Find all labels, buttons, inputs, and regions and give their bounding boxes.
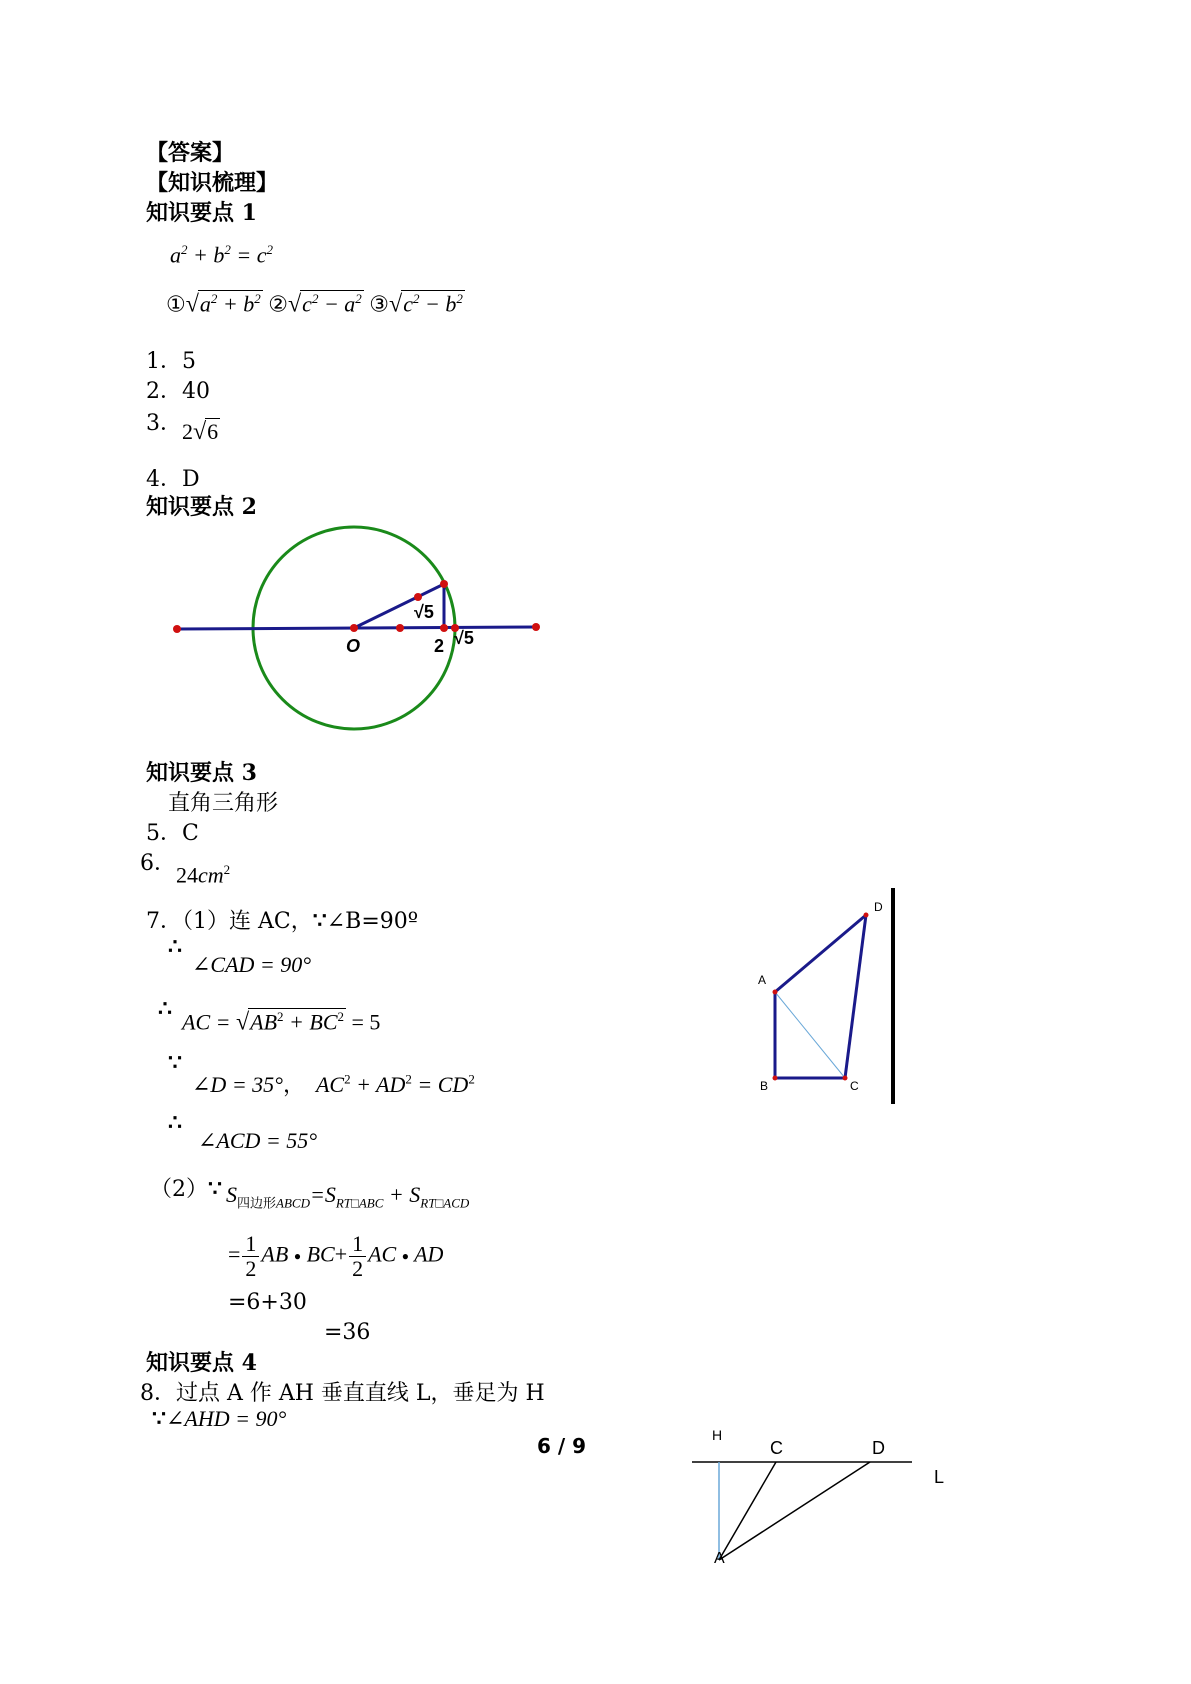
angle-acd: ∠ACD = 55° [198,1128,318,1153]
side-cd [845,915,866,1078]
label-d: D [874,900,883,914]
coefficient: 2 [182,419,193,444]
pythagorean-formula: $a^2 + b^2 = c^2$ [170,242,273,268]
q7-intro-text: 7．（1）连 AC， [146,909,313,934]
right-triangle-text: 直角三角形 [168,791,279,816]
point [396,624,404,632]
label-a: A [758,973,767,987]
point2-heading: 知识要点 2 [146,494,257,520]
answer-7-intro [146,904,418,935]
diagonal-ac [775,992,845,1078]
vertex-d [864,913,869,918]
angle-cad: ∠CAD = 90° [192,952,312,977]
vertex-b [773,1076,778,1081]
review-heading: 【知识梳理】 [146,170,279,196]
part2-text: （2） [150,1177,208,1202]
sqrt-sign: √ [288,291,302,318]
area-decomposition: $S_{四边形ABCD}=S_{RT□ABC} + S_{RT□ACD}$ [226,1182,470,1211]
answer-3-label: 3． [146,411,182,436]
vertex-c [843,1076,848,1081]
therefore-symbol: ∴ [168,934,182,960]
segment-ad [719,1462,870,1560]
point4-heading: 知识要点 4 [146,1350,257,1376]
because-symbol: ∵ [208,1176,222,1202]
label-sqrt5-line: √5 [454,628,474,648]
point-2 [440,624,448,632]
angle-ahd [152,1406,286,1432]
label-2: 2 [434,636,445,656]
sqrt-sign: √ [185,291,199,318]
point [414,593,422,601]
radicand: 6 [207,419,219,444]
label-c: C [850,1079,859,1093]
sqrt-sign: √ [389,291,403,318]
comma: ， [282,1072,305,1097]
because-symbol: ∵ [168,1050,182,1076]
point [173,625,181,633]
label-l: L [934,1467,945,1487]
point3-heading: 知识要点 3 [146,760,257,786]
label-c: C [770,1438,783,1458]
area-formula: = $\frac{1}{2}$ AB ● BC+ $\frac{1}{2}$ AC ● AD [228,1231,444,1281]
answer-3-value: 2√6 [182,419,219,445]
page-number: 6 / 9 [537,1434,587,1458]
circled-1: ① [166,291,186,317]
answer-5: 5．C [146,821,199,846]
ac-rhs: = 5 [351,1009,381,1035]
area-sum: =6+30 [228,1290,307,1315]
because-symbol: ∵ [152,1406,166,1431]
ac-length: AC = $√AB^2 + BC^2 = 5$ [182,1009,381,1036]
angle-b-given: ∠B=90º [326,909,419,934]
area-result: =36 [324,1320,371,1345]
part-2-label [150,1172,222,1203]
point1-heading: 知识要点 1 [146,200,257,226]
answer-6-label: 6． [140,851,176,876]
area-unit: cm [198,862,224,888]
label-sqrt5-hyp: √5 [414,602,434,622]
segment-ac [719,1462,776,1560]
area-value: 24 [176,862,198,888]
point [440,580,448,588]
label-b: B [760,1079,769,1093]
circled-2: ② [268,291,288,317]
side-da [775,915,866,992]
label-d: D [872,1438,885,1458]
therefore-symbol: ∴ [168,1110,182,1136]
because-symbol: ∵ [312,908,327,934]
label-h: H [712,1427,723,1443]
answer-heading: 【答案】 [146,140,235,166]
ahd-text: ∠AHD = 90° [166,1406,287,1431]
label-o: O [346,636,361,656]
answer-1: 1．5 [146,349,196,374]
angle-d: ∠D = 35° [192,1072,283,1097]
answer-4: 4．D [146,467,200,492]
line-l-figure [680,1420,960,1570]
point-o [350,624,358,632]
quadrilateral-figure [750,880,910,1110]
answer-8: 8．过点 A 作 AH 垂直直线 L，垂足为 H [140,1381,545,1406]
answer-2: 2．40 [146,379,210,404]
answer-6-value: $24cm^2$ [176,862,231,888]
number-line-figure [160,520,560,736]
label-a: A [714,1550,725,1567]
angle-d-and-pythag: ∠D = 35°， $AC^2 + AD^2 = CD^2$ [192,1071,475,1097]
formula-variants: $①√a^2 + b^2$ $②√c^2 - a^2$ $③√c^2 - b^2$ [166,291,463,318]
vertex-a [773,990,778,995]
therefore-symbol: ∴ [158,996,172,1022]
point [532,623,540,631]
ac-lhs: AC = [182,1009,231,1035]
circled-3: ③ [369,291,390,317]
